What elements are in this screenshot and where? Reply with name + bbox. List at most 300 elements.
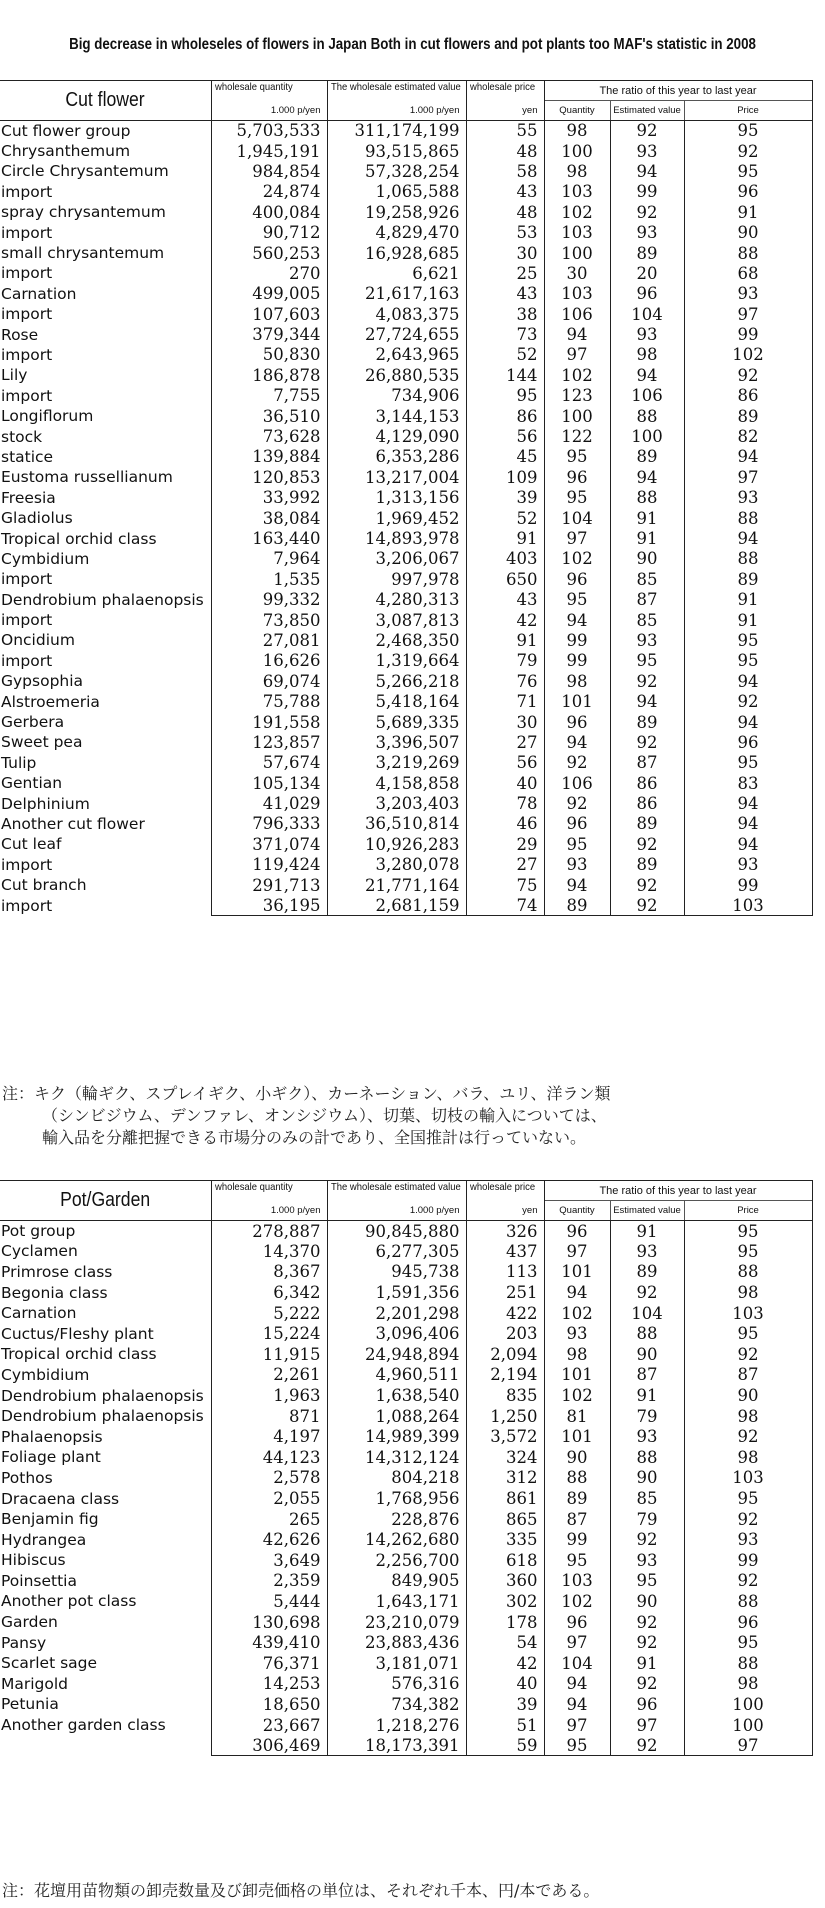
ratio-value-cell: 87: [610, 1365, 684, 1386]
ratio-price-cell: 90: [684, 1385, 812, 1406]
wholesale-price-cell: 360: [466, 1571, 544, 1592]
wholesale-quantity-cell: 7,755: [211, 386, 327, 406]
ratio-value-cell: 90: [610, 549, 684, 569]
estimated-value-cell: 5,689,335: [327, 712, 466, 732]
estimated-value-cell: 2,681,159: [327, 895, 466, 915]
wholesale-price-cell: 251: [466, 1282, 544, 1303]
wholesale-price-cell: 79: [466, 651, 544, 671]
table-row: [0, 834, 812, 854]
wholesale-quantity-cell: 1,535: [211, 569, 327, 589]
wholesale-price-cell: 422: [466, 1303, 544, 1324]
estimated-value-cell: 4,129,090: [327, 426, 466, 446]
estimated-value-cell: 14,262,680: [327, 1529, 466, 1550]
ratio-quantity-cell: 98: [544, 671, 610, 691]
wholesale-quantity-cell: 36,510: [211, 406, 327, 426]
ratio-value-cell: 93: [610, 1550, 684, 1571]
ratio-quantity-cell: 95: [544, 488, 610, 508]
item-name-cell: Phalaenopsis: [1, 1427, 103, 1446]
estimated-value-cell: 21,771,164: [327, 875, 466, 895]
wholesale-quantity-cell: 8,367: [211, 1262, 327, 1283]
ratio-value-cell: 85: [610, 610, 684, 630]
table-row: [0, 121, 812, 141]
estimated-value-cell: 734,382: [327, 1694, 466, 1715]
ratio-quantity-cell: 102: [544, 1303, 610, 1324]
item-name-cell: import: [1, 305, 53, 324]
table-row: [0, 569, 812, 589]
ratio-value-cell: 93: [610, 1426, 684, 1447]
item-name-cell: Dendrobium phalaenopsis: [1, 1407, 204, 1426]
wholesale-price-cell: 91: [466, 528, 544, 548]
wholesale-quantity-cell: 191,558: [211, 712, 327, 732]
qty-header: wholesale quantity: [211, 81, 327, 101]
item-name-cell: Carnation: [1, 1304, 77, 1323]
estimated-value-cell: 5,418,164: [327, 691, 466, 711]
ratio-price-cell: 95: [684, 121, 812, 141]
table-row: [0, 651, 812, 671]
table-row: [0, 161, 812, 181]
wholesale-quantity-cell: 41,029: [211, 793, 327, 813]
ratio-quantity-cell: 94: [544, 875, 610, 895]
page-title: Big decrease in wholeseles of flowers in Japan Both in cut flowers and pot plants too MAF's statistic in 2008: [69, 36, 756, 53]
wholesale-price-cell: 42: [466, 1653, 544, 1674]
estimated-value-cell: 90,845,880: [327, 1221, 466, 1242]
ratio-value-cell: 95: [610, 1571, 684, 1592]
note-line: 輸入品を分離把握できる市場分のみの計であり、全国推計は行っていない。: [42, 1128, 587, 1147]
ratio-quantity-cell: 94: [544, 1282, 610, 1303]
wholesale-price-cell: 312: [466, 1468, 544, 1489]
item-name-cell: Another pot class: [1, 1592, 137, 1611]
qty-unit: 1.000 p/yen: [211, 1201, 327, 1221]
item-name-cell: Gentian: [1, 774, 63, 793]
pot-garden-heading: Pot/Garden: [0, 1181, 211, 1221]
table-row: [0, 447, 812, 467]
ratio-price-cell: 95: [684, 1241, 812, 1262]
table-row: [0, 222, 812, 242]
estimated-value-cell: 10,926,283: [327, 834, 466, 854]
item-name-cell: Alstroemeria: [1, 692, 100, 711]
item-name-cell: Primrose class: [1, 1262, 113, 1281]
ratio-value-cell: 86: [610, 773, 684, 793]
ratio-value-cell: 92: [610, 1674, 684, 1695]
wholesale-quantity-cell: 371,074: [211, 834, 327, 854]
ratio-quantity-cell: 103: [544, 1571, 610, 1592]
ratio-price-cell: 93: [684, 488, 812, 508]
wholesale-quantity-cell: 57,674: [211, 753, 327, 773]
ratio-quantity-cell: 101: [544, 691, 610, 711]
item-name-cell: Cuctus/Fleshy plant: [1, 1324, 154, 1343]
table-row: [0, 671, 812, 691]
wholesale-quantity-cell: 2,055: [211, 1488, 327, 1509]
item-name-cell: Gypsophia: [1, 672, 84, 691]
value-header: The wholesale estimated value: [327, 1181, 466, 1201]
table-row: [0, 182, 812, 202]
ratio-value-cell: 89: [610, 1262, 684, 1283]
wholesale-quantity-cell: 5,703,533: [211, 121, 327, 141]
ratio-price-cell: 88: [684, 549, 812, 569]
ratio-quantity-cell: 97: [544, 1715, 610, 1736]
ratio-price-cell: 91: [684, 610, 812, 630]
table-row: [0, 1653, 812, 1674]
ratio-price-cell: 92: [684, 1571, 812, 1592]
item-name-cell: Begonia class: [1, 1283, 108, 1302]
table-row: [0, 467, 812, 487]
value-header: The wholesale estimated value: [327, 81, 466, 101]
ratio-quantity-cell: 100: [544, 141, 610, 161]
table-row: [0, 610, 812, 630]
ratio-value-cell: 87: [610, 753, 684, 773]
item-name-cell: import: [1, 570, 53, 589]
table-row: [0, 855, 812, 875]
estimated-value-cell: 1,768,956: [327, 1488, 466, 1509]
wholesale-quantity-cell: 6,342: [211, 1282, 327, 1303]
ratio-value-cell: 94: [610, 691, 684, 711]
ratio-value-cell: 89: [610, 243, 684, 263]
item-name-cell: Another garden class: [1, 1716, 166, 1735]
ratio-price-cell: 94: [684, 528, 812, 548]
estimated-value-cell: 1,638,540: [327, 1385, 466, 1406]
table-row: [0, 1509, 812, 1530]
ratio-quantity-cell: 122: [544, 426, 610, 446]
wholesale-price-cell: 52: [466, 508, 544, 528]
table-row: [0, 406, 812, 426]
wholesale-price-cell: 144: [466, 365, 544, 385]
wholesale-price-cell: 618: [466, 1550, 544, 1571]
ratio-price-cell: 94: [684, 834, 812, 854]
wholesale-quantity-cell: 265: [211, 1509, 327, 1530]
wholesale-quantity-cell: 291,713: [211, 875, 327, 895]
ratio-quantity-cell: 99: [544, 630, 610, 650]
ratio-quantity-cell: 106: [544, 304, 610, 324]
wholesale-price-cell: 27: [466, 732, 544, 752]
ratio-price-cell: 103: [684, 1303, 812, 1324]
wholesale-quantity-cell: 379,344: [211, 324, 327, 344]
ratio-value-cell: 88: [610, 1447, 684, 1468]
ratio-price-cell: 86: [684, 386, 812, 406]
wholesale-price-cell: 3,572: [466, 1426, 544, 1447]
wholesale-quantity-cell: 5,444: [211, 1591, 327, 1612]
estimated-value-cell: 36,510,814: [327, 814, 466, 834]
wholesale-price-cell: 52: [466, 345, 544, 365]
estimated-value-cell: 3,087,813: [327, 610, 466, 630]
ratio-quantity-cell: 123: [544, 386, 610, 406]
table-row: [0, 1262, 812, 1283]
item-name-cell: import: [1, 651, 53, 670]
wholesale-price-cell: 51: [466, 1715, 544, 1736]
wholesale-quantity-cell: 400,084: [211, 202, 327, 222]
wholesale-quantity-cell: 44,123: [211, 1447, 327, 1468]
table-row: [0, 814, 812, 834]
estimated-value-cell: 945,738: [327, 1262, 466, 1283]
ratio-price-cell: 100: [684, 1694, 812, 1715]
ratio-quantity-cell: 101: [544, 1365, 610, 1386]
ratio-quantity-cell: 94: [544, 732, 610, 752]
ratio-price-cell: 95: [684, 1488, 812, 1509]
table-row: [0, 1612, 812, 1633]
wholesale-price-cell: 29: [466, 834, 544, 854]
item-name-cell: statice: [1, 447, 54, 466]
ratio-value-cell: 88: [610, 1323, 684, 1344]
price-unit: yen: [466, 1201, 544, 1221]
table-row: [0, 589, 812, 609]
wholesale-price-cell: 59: [466, 1735, 544, 1756]
ratio-price-cell: 95: [684, 630, 812, 650]
ratio-price-cell: 92: [684, 1426, 812, 1447]
item-name-cell: Chrysanthemum: [1, 142, 131, 161]
ratio-price-cell: 103: [684, 1468, 812, 1489]
wholesale-quantity-cell: 14,370: [211, 1241, 327, 1262]
ratio-price-cell: 96: [684, 732, 812, 752]
wholesale-quantity-cell: 18,650: [211, 1694, 327, 1715]
item-name-cell: small chrysantemum: [1, 244, 165, 263]
table-row: [0, 773, 812, 793]
wholesale-price-cell: 75: [466, 875, 544, 895]
estimated-value-cell: 2,256,700: [327, 1550, 466, 1571]
estimated-value-cell: 2,643,965: [327, 345, 466, 365]
ratio-price-cell: 97: [684, 304, 812, 324]
estimated-value-cell: 13,217,004: [327, 467, 466, 487]
wholesale-price-cell: 76: [466, 671, 544, 691]
table-row: [0, 549, 812, 569]
item-name-cell: Benjamin fig: [1, 1510, 99, 1529]
wholesale-price-cell: 2,194: [466, 1365, 544, 1386]
wholesale-price-cell: 302: [466, 1591, 544, 1612]
table-row: [0, 488, 812, 508]
estimated-value-cell: 1,313,156: [327, 488, 466, 508]
table-row: [0, 345, 812, 365]
table-row: [0, 753, 812, 773]
ratio-price-cell: 95: [684, 1221, 812, 1242]
ratio-quantity-cell: 30: [544, 263, 610, 283]
wholesale-price-cell: 109: [466, 467, 544, 487]
table-row: [0, 141, 812, 161]
ratio-value-cell: 96: [610, 284, 684, 304]
table-row: [0, 1303, 812, 1324]
wholesale-quantity-cell: 42,626: [211, 1529, 327, 1550]
wholesale-price-cell: 38: [466, 304, 544, 324]
ratio-price-cell: 93: [684, 284, 812, 304]
ratio-value-cell: 93: [610, 324, 684, 344]
wholesale-quantity-cell: 76,371: [211, 1653, 327, 1674]
ratio-quantity-cell: 94: [544, 324, 610, 344]
ratio-quantity-cell: 100: [544, 406, 610, 426]
wholesale-quantity-cell: 2,359: [211, 1571, 327, 1592]
price-header: wholesale price: [466, 1181, 544, 1201]
ratio-value-cell: 91: [610, 528, 684, 548]
wholesale-price-cell: 54: [466, 1632, 544, 1653]
ratio-price-cell: 99: [684, 324, 812, 344]
ratio-quantity-cell: 100: [544, 243, 610, 263]
ratio-price-cell: 92: [684, 365, 812, 385]
ratio-price-cell: 88: [684, 1591, 812, 1612]
wholesale-quantity-cell: 163,440: [211, 528, 327, 548]
table-row: [0, 202, 812, 222]
wholesale-price-cell: 56: [466, 426, 544, 446]
ratio-price-cell: 97: [684, 1735, 812, 1756]
wholesale-price-cell: 74: [466, 895, 544, 915]
ratio-price-cell: 100: [684, 1715, 812, 1736]
estimated-value-cell: 1,591,356: [327, 1282, 466, 1303]
item-name-cell: Dendrobium phalaenopsis: [1, 590, 204, 609]
ratio-header: The ratio of this year to last year: [544, 1181, 812, 1201]
ratio-quantity-cell: 103: [544, 182, 610, 202]
item-name-cell: Pansy: [1, 1633, 47, 1652]
ratio-quantity-cell: 106: [544, 773, 610, 793]
table-row: [0, 1674, 812, 1695]
ratio-value-cell: 79: [610, 1406, 684, 1427]
estimated-value-cell: 4,083,375: [327, 304, 466, 324]
ratio-quantity-cell: 94: [544, 1694, 610, 1715]
ratio-quantity-cell: 95: [544, 1735, 610, 1756]
table-row: [0, 1591, 812, 1612]
ratio-quantity-cell: 98: [544, 1344, 610, 1365]
wholesale-quantity-cell: 99,332: [211, 589, 327, 609]
item-name-cell: Marigold: [1, 1674, 69, 1693]
ratio-value-cell: 90: [610, 1468, 684, 1489]
wholesale-price-cell: 43: [466, 589, 544, 609]
item-name-cell: import: [1, 182, 53, 201]
ratio-value-header: Estimated value: [610, 101, 684, 121]
wholesale-price-cell: 43: [466, 182, 544, 202]
item-name-cell: Hibiscus: [1, 1551, 66, 1570]
table-row: [0, 1632, 812, 1653]
wholesale-price-cell: 1,250: [466, 1406, 544, 1427]
ratio-quantity-cell: 96: [544, 467, 610, 487]
wholesale-quantity-cell: 560,253: [211, 243, 327, 263]
ratio-price-cell: 87: [684, 1365, 812, 1386]
estimated-value-cell: 734,906: [327, 386, 466, 406]
table-row: [0, 712, 812, 732]
estimated-value-cell: 3,203,403: [327, 793, 466, 813]
ratio-value-cell: 97: [610, 1715, 684, 1736]
ratio-quantity-cell: 89: [544, 1488, 610, 1509]
wholesale-quantity-cell: 123,857: [211, 732, 327, 752]
ratio-price-cell: 91: [684, 202, 812, 222]
wholesale-price-cell: 95: [466, 386, 544, 406]
ratio-price-cell: 91: [684, 589, 812, 609]
wholesale-price-cell: 86: [466, 406, 544, 426]
estimated-value-cell: 5,266,218: [327, 671, 466, 691]
table-row: [0, 1694, 812, 1715]
ratio-value-cell: 88: [610, 406, 684, 426]
ratio-price-cell: 93: [684, 855, 812, 875]
wholesale-price-cell: 865: [466, 1509, 544, 1530]
table-row: [0, 263, 812, 283]
item-name-cell: import: [1, 896, 53, 915]
ratio-value-cell: 87: [610, 589, 684, 609]
ratio-price-header: Price: [684, 1201, 812, 1221]
estimated-value-cell: 4,158,858: [327, 773, 466, 793]
estimated-value-cell: 1,088,264: [327, 1406, 466, 1427]
ratio-quantity-cell: 101: [544, 1426, 610, 1447]
ratio-price-cell: 92: [684, 1509, 812, 1530]
ratio-price-cell: 94: [684, 793, 812, 813]
wholesale-quantity-cell: 499,005: [211, 284, 327, 304]
ratio-value-cell: 89: [610, 855, 684, 875]
ratio-price-cell: 99: [684, 1550, 812, 1571]
estimated-value-cell: 3,396,507: [327, 732, 466, 752]
wholesale-price-cell: 73: [466, 324, 544, 344]
ratio-value-cell: 104: [610, 1303, 684, 1324]
wholesale-price-cell: 48: [466, 202, 544, 222]
ratio-price-cell: 82: [684, 426, 812, 446]
item-name-cell: Gerbera: [1, 713, 65, 732]
estimated-value-cell: 16,928,685: [327, 243, 466, 263]
wholesale-price-cell: 650: [466, 569, 544, 589]
estimated-value-cell: 6,277,305: [327, 1241, 466, 1262]
wholesale-price-cell: 71: [466, 691, 544, 711]
wholesale-price-cell: 326: [466, 1221, 544, 1242]
estimated-value-cell: 4,960,511: [327, 1365, 466, 1386]
estimated-value-cell: 3,144,153: [327, 406, 466, 426]
ratio-value-cell: 106: [610, 386, 684, 406]
ratio-value-cell: 94: [610, 467, 684, 487]
ratio-qty-header: Quantity: [544, 1201, 610, 1221]
table-row: [0, 1282, 812, 1303]
wholesale-price-cell: 437: [466, 1241, 544, 1262]
ratio-quantity-cell: 97: [544, 1241, 610, 1262]
ratio-quantity-cell: 92: [544, 793, 610, 813]
estimated-value-cell: 576,316: [327, 1674, 466, 1695]
wholesale-price-cell: 178: [466, 1612, 544, 1633]
item-name-cell: import: [1, 855, 53, 874]
wholesale-quantity-cell: 796,333: [211, 814, 327, 834]
wholesale-quantity-cell: 119,424: [211, 855, 327, 875]
ratio-quantity-cell: 96: [544, 712, 610, 732]
wholesale-quantity-cell: 139,884: [211, 447, 327, 467]
item-name-cell: [0, 1735, 211, 1756]
ratio-value-cell: 93: [610, 222, 684, 242]
item-name-cell: Cut leaf: [1, 835, 62, 854]
wholesale-price-cell: 58: [466, 161, 544, 181]
item-name-cell: Cut branch: [1, 876, 87, 895]
ratio-price-cell: 96: [684, 182, 812, 202]
ratio-quantity-cell: 87: [544, 1509, 610, 1530]
ratio-value-cell: 93: [610, 630, 684, 650]
wholesale-price-cell: 91: [466, 630, 544, 650]
wholesale-quantity-cell: 306,469: [211, 1735, 327, 1756]
wholesale-quantity-cell: 33,992: [211, 488, 327, 508]
item-name-cell: import: [1, 223, 53, 242]
table-row: [0, 1715, 812, 1736]
ratio-value-cell: 85: [610, 1488, 684, 1509]
table-row: [0, 284, 812, 304]
wholesale-price-cell: 55: [466, 121, 544, 141]
table-row: [0, 324, 812, 344]
ratio-quantity-cell: 88: [544, 1468, 610, 1489]
table-row: [0, 1571, 812, 1592]
item-name-cell: Oncidium: [1, 631, 75, 650]
ratio-quantity-cell: 96: [544, 1612, 610, 1633]
item-name-cell: Pot group: [1, 1222, 76, 1241]
ratio-quantity-cell: 95: [544, 1550, 610, 1571]
table-row: [0, 1344, 812, 1365]
ratio-price-cell: 95: [684, 161, 812, 181]
wholesale-quantity-cell: 107,603: [211, 304, 327, 324]
item-name-cell: import: [1, 345, 53, 364]
item-name-cell: Tropical orchid class: [1, 1345, 157, 1364]
estimated-value-cell: 4,280,313: [327, 589, 466, 609]
ratio-value-cell: 89: [610, 814, 684, 834]
estimated-value-cell: 3,096,406: [327, 1323, 466, 1344]
ratio-value-cell: 95: [610, 651, 684, 671]
wholesale-price-cell: 46: [466, 814, 544, 834]
wholesale-price-cell: 43: [466, 284, 544, 304]
wholesale-price-cell: 30: [466, 243, 544, 263]
item-name-cell: Tulip: [1, 753, 37, 772]
estimated-value-cell: 228,876: [327, 1509, 466, 1530]
wholesale-quantity-cell: 23,667: [211, 1715, 327, 1736]
table-row: [0, 386, 812, 406]
